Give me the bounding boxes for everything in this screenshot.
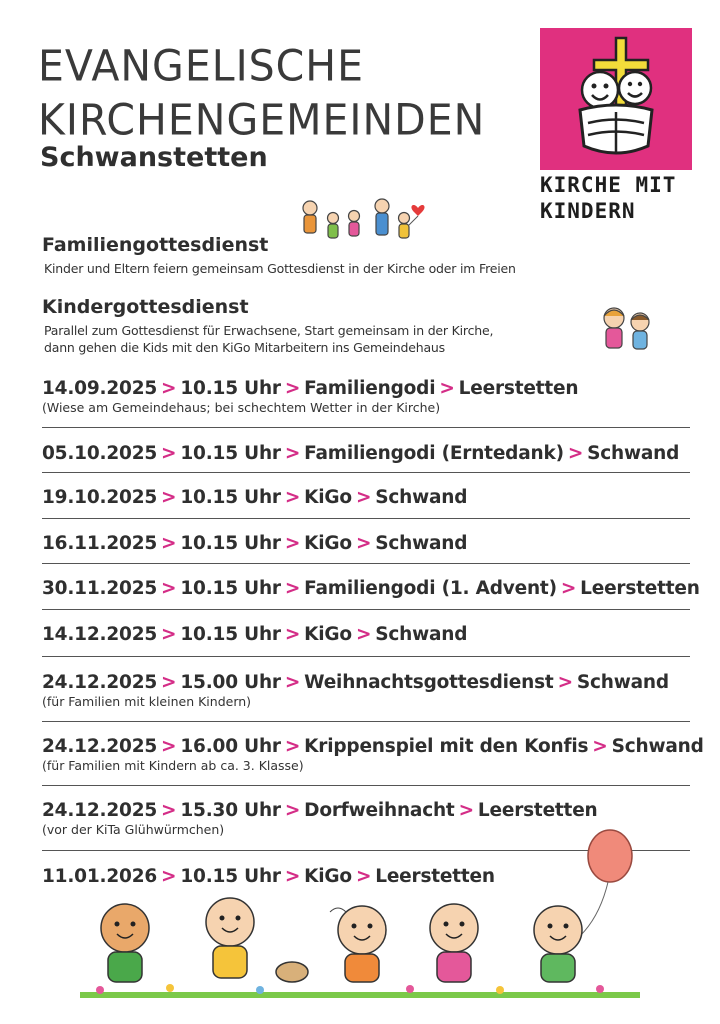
- event-main-line: [42, 378, 692, 399]
- event-note: (Wiese am Gemeindehaus; bei schechtem Wetter in der Kirche): [42, 400, 441, 415]
- event-place: Leerstetten: [375, 866, 495, 887]
- separator-arrow: >: [161, 800, 177, 821]
- event-date: 16.11.2025: [42, 533, 158, 554]
- event-note: (vor der KiTa Glühwürmchen): [42, 822, 225, 837]
- event-type: Dorfweihnacht: [304, 800, 455, 821]
- separator-arrow: >: [458, 800, 474, 821]
- event-main-line: [42, 672, 692, 693]
- event-row: [42, 443, 692, 464]
- event-time: 10.15 Uhr: [180, 533, 281, 554]
- section-desc-line: Kinder und Eltern feiern gemeinsam Gottesdienst in der Kirche oder im Freien: [44, 261, 516, 276]
- section-title-kindergottesdienst: Kindergottesdienst: [42, 296, 249, 318]
- event-row: [42, 487, 692, 508]
- separator-arrow: >: [161, 578, 177, 599]
- divider: [42, 721, 690, 722]
- event-row: [42, 624, 692, 645]
- separator-arrow: >: [284, 624, 301, 645]
- event-time: 15.00 Uhr: [180, 672, 281, 693]
- separator-arrow: >: [284, 736, 301, 757]
- event-main-line: [42, 487, 692, 508]
- separator-arrow: >: [161, 533, 177, 554]
- divider: [42, 656, 690, 657]
- event-time: 15.30 Uhr: [180, 800, 281, 821]
- event-place: Schwand: [587, 443, 680, 464]
- event-row: [42, 578, 700, 599]
- children-running-clipart: [80, 826, 650, 1006]
- separator-arrow: >: [567, 443, 584, 464]
- event-type: KiGo: [304, 866, 352, 887]
- kirche-mit-kindern-logo: [540, 28, 692, 170]
- separator-arrow: >: [161, 866, 177, 887]
- event-date: 05.10.2025: [42, 443, 158, 464]
- event-date: 19.10.2025: [42, 487, 158, 508]
- event-main-line: [42, 533, 692, 554]
- event-main-line: [42, 578, 700, 599]
- event-main-line: [42, 443, 692, 464]
- divider: [42, 609, 690, 610]
- event-time: 10.15 Uhr: [180, 378, 281, 399]
- logo-text-line2: KINDERN: [540, 199, 636, 223]
- event-time: 10.15 Uhr: [180, 443, 281, 464]
- title-line-2: KIRCHENGEMEINDEN: [38, 94, 486, 146]
- separator-arrow: >: [557, 672, 573, 693]
- divider: [42, 563, 690, 564]
- separator-arrow: >: [284, 866, 301, 887]
- event-note: (für Familien mit Kindern ab ca. 3. Klasse): [42, 758, 304, 773]
- separator-arrow: >: [355, 866, 372, 887]
- event-time: 10.15 Uhr: [180, 624, 281, 645]
- separator-arrow: >: [439, 378, 455, 399]
- event-place: Schwand: [611, 736, 704, 757]
- separator-arrow: >: [284, 533, 301, 554]
- event-place: Schwand: [576, 672, 669, 693]
- event-date: 14.12.2025: [42, 624, 158, 645]
- event-place: Leerstetten: [458, 378, 579, 399]
- event-type: Krippenspiel mit den Konfis: [304, 736, 589, 757]
- event-type: Familiengodi: [304, 378, 436, 399]
- event-time: 16.00 Uhr: [180, 736, 281, 757]
- separator-arrow: >: [161, 378, 177, 399]
- event-row: [42, 533, 692, 554]
- section-desc-line: dann gehen die Kids mit den KiGo Mitarbeitern ins Gemeindehaus: [44, 340, 445, 355]
- section-desc-familiengottesdienst: [44, 260, 516, 277]
- event-date: 24.12.2025: [42, 736, 158, 757]
- separator-arrow: >: [161, 736, 177, 757]
- section-desc-kindergottesdienst: [44, 322, 493, 356]
- event-time: 10.15 Uhr: [180, 487, 281, 508]
- event-date: 11.01.2026: [42, 866, 158, 887]
- event-type: Familiengodi (1. Advent): [304, 578, 557, 599]
- divider: [42, 518, 690, 519]
- event-time: 10.15 Uhr: [180, 578, 281, 599]
- event-place: Schwand: [375, 487, 468, 508]
- section-desc-line: Parallel zum Gottesdienst für Erwachsene, Start gemeinsam in der Kirche,: [44, 323, 494, 338]
- logo-text-line1: KIRCHE MIT: [540, 173, 677, 197]
- kids-clipart: [594, 304, 658, 356]
- logo-text: [540, 172, 700, 224]
- event-main-line: [42, 736, 704, 757]
- divider: [42, 427, 690, 428]
- event-date: 14.09.2025: [42, 378, 158, 399]
- title-line-1: EVANGELISCHE: [38, 40, 365, 92]
- event-main-line: [42, 800, 692, 821]
- subtitle: Schwanstetten: [40, 142, 268, 173]
- event-main-line: [42, 624, 692, 645]
- separator-arrow: >: [161, 672, 177, 693]
- event-date: 30.11.2025: [42, 578, 158, 599]
- event-place: Leerstetten: [477, 800, 598, 821]
- separator-arrow: >: [592, 736, 608, 757]
- heart-icon: [411, 205, 424, 216]
- event-type: KiGo: [304, 487, 352, 508]
- event-row: [42, 378, 692, 415]
- event-note: (für Familien mit kleinen Kindern): [42, 694, 252, 709]
- event-type: KiGo: [304, 624, 352, 645]
- separator-arrow: >: [560, 578, 577, 599]
- event-row: [42, 736, 704, 773]
- separator-arrow: >: [355, 624, 372, 645]
- separator-arrow: >: [355, 533, 372, 554]
- event-place: Schwand: [375, 533, 468, 554]
- event-type: Familiengodi (Erntedank): [304, 443, 564, 464]
- separator-arrow: >: [284, 378, 301, 399]
- separator-arrow: >: [161, 443, 177, 464]
- divider: [42, 472, 690, 473]
- section-title-familiengottesdienst: Familiengottesdienst: [42, 234, 269, 256]
- divider: [42, 785, 690, 786]
- event-time: 10.15 Uhr: [180, 866, 281, 887]
- event-type: Weihnachtsgottesdienst: [304, 672, 554, 693]
- event-row: [42, 672, 692, 709]
- event-date: 24.12.2025: [42, 672, 158, 693]
- event-date: 24.12.2025: [42, 800, 158, 821]
- separator-arrow: >: [284, 672, 301, 693]
- separator-arrow: >: [161, 487, 177, 508]
- event-place: Leerstetten: [580, 578, 700, 599]
- separator-arrow: >: [284, 800, 301, 821]
- event-type: KiGo: [304, 533, 352, 554]
- separator-arrow: >: [355, 487, 372, 508]
- separator-arrow: >: [284, 487, 301, 508]
- separator-arrow: >: [284, 443, 301, 464]
- event-place: Schwand: [375, 624, 468, 645]
- family-clipart: [298, 194, 428, 250]
- separator-arrow: >: [161, 624, 177, 645]
- separator-arrow: >: [284, 578, 301, 599]
- flowers-icon: [80, 984, 640, 998]
- butterfly-icon: [330, 908, 346, 912]
